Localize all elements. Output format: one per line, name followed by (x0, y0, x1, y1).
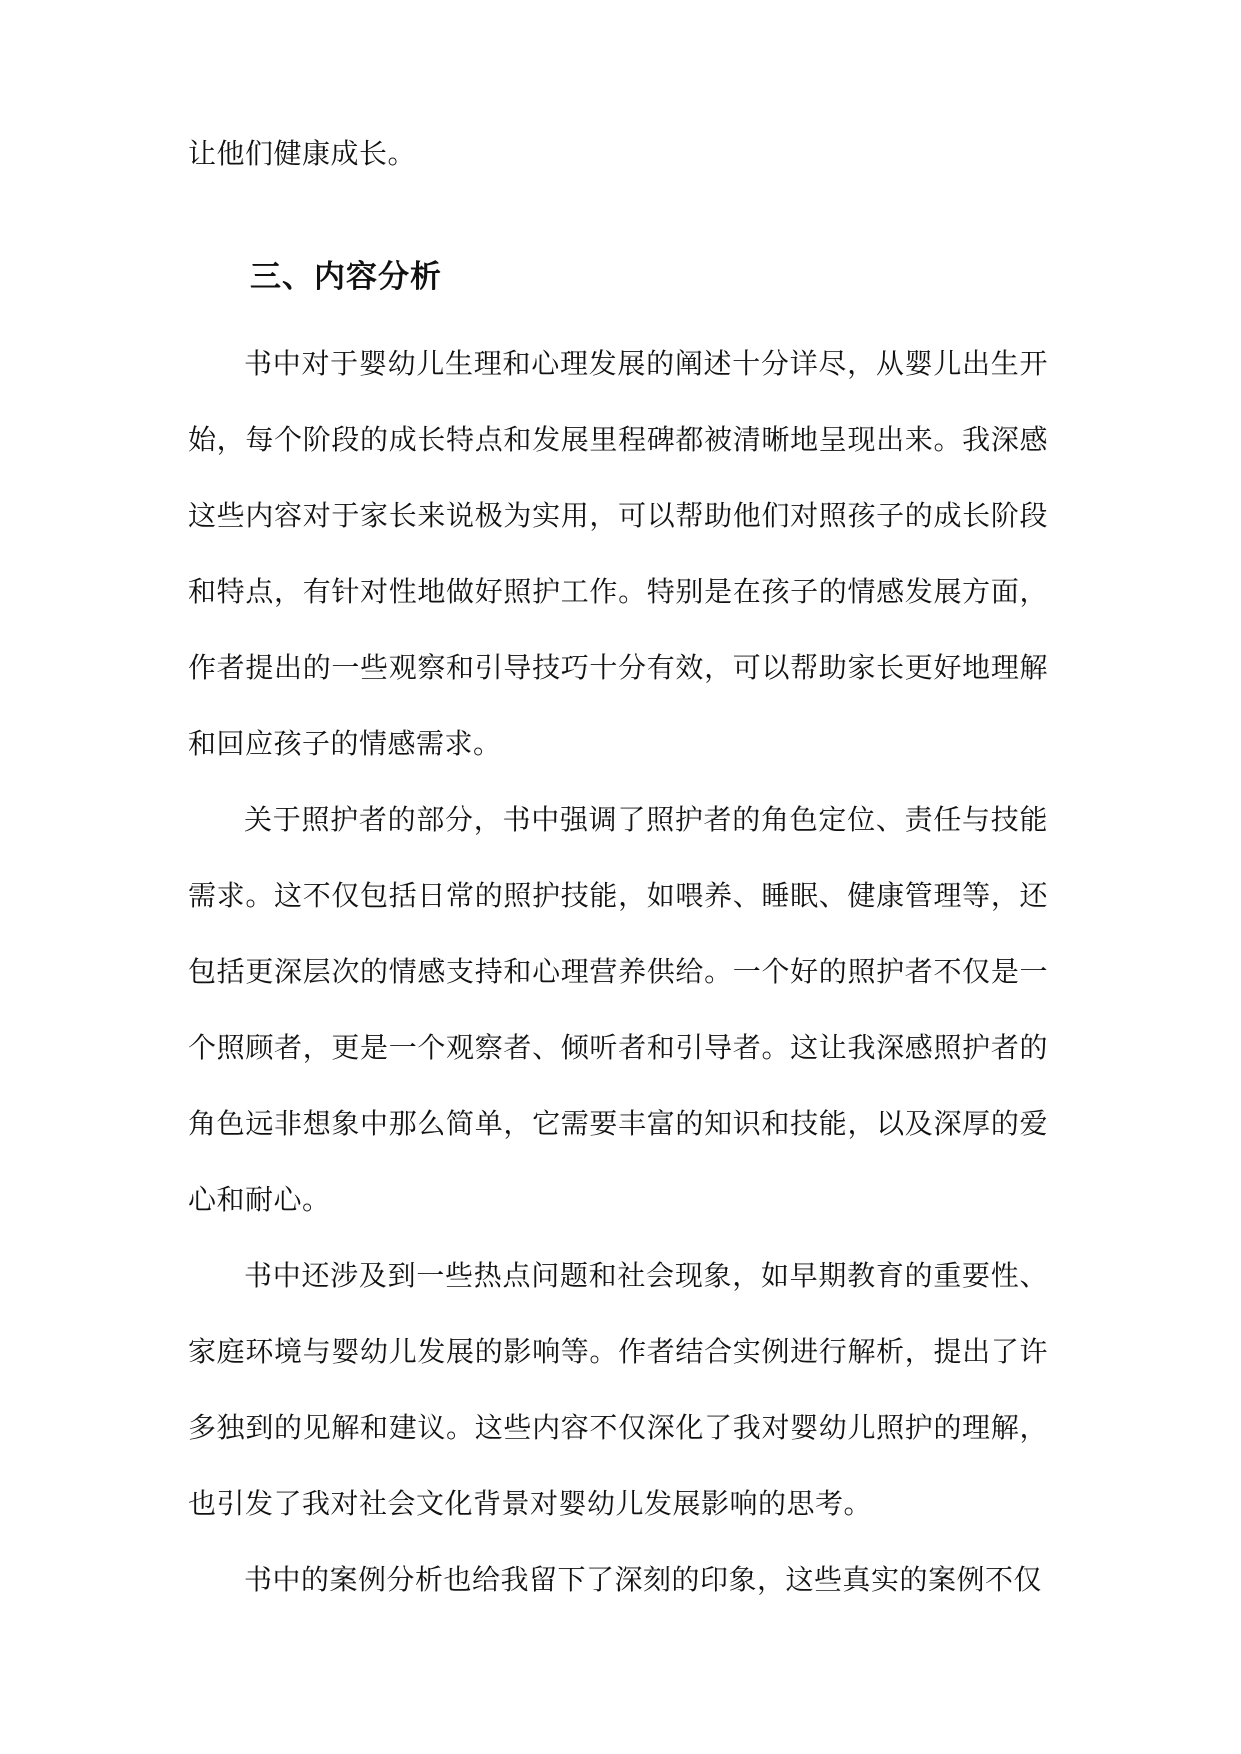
section-heading: 三、内容分析 (250, 259, 442, 295)
paragraph-caregiver: 关于照护者的部分，书中强调了照护者的角色定位、责任与技能需求。这不仅包括日常的照护技能，如喂养、睡眠、健康管理等，还包括更深层次的情感支持和心理营养供给。一个好的照护者不仅是一个照顾者，更是一个观察者、倾听者和引导者。这让我深感照护者的角色远非想象中那么简单，它需要丰富的知识和技能，以及深厚的爱心和耐心。 (188, 803, 1048, 1216)
paragraph-case-analysis: 书中的案例分析也给我留下了深刻的印象，这些真实的案例不仅 (244, 1563, 1043, 1596)
continuation-paragraph: 让他们健康成长。 (188, 137, 417, 170)
continuation-block (188, 116, 1048, 192)
paragraph-social-issues: 书中还涉及到一些热点问题和社会现象，如早期教育的重要性、家庭环境与婴幼儿发展的影响等。作者结合实例进行解析，提出了许多独到的见解和建议。这些内容不仅深化了我对婴幼儿照护的理解，也引发了我对社会文化背景对婴幼儿发展影响的思考。 (188, 1259, 1048, 1520)
paragraph-development: 书中对于婴幼儿生理和心理发展的阐述十分详尽，从婴儿出生开始，每个阶段的成长特点和发展里程碑都被清晰地呈现出来。我深感这些内容对于家长来说极为实用，可以帮助他们对照孩子的成长阶段和特点，有针对性地做好照护工作。特别是在孩子的情感发展方面，作者提出的一些观察和引导技巧十分有效，可以帮助家长更好地理解和回应孩子的情感需求。 (188, 347, 1048, 760)
body-text (188, 326, 1048, 1618)
